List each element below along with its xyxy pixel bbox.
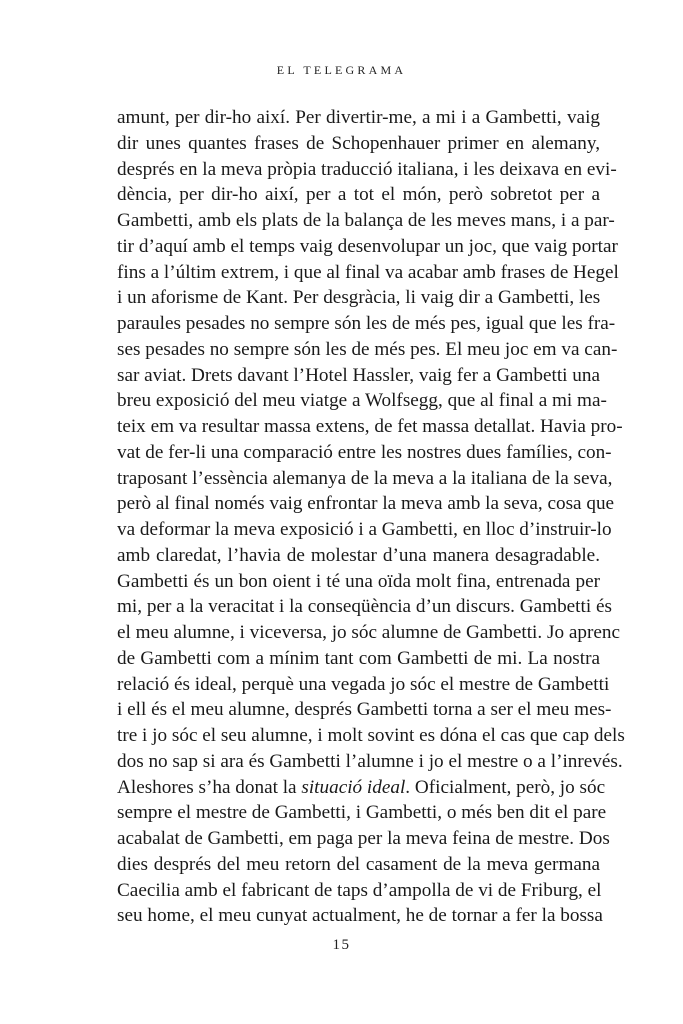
text-line-with-italic [117, 775, 606, 801]
text-segment: Aleshores s’ha donat la [117, 776, 302, 798]
text-line: i un aforisme de Kant. Per desgràcia, li vaig dir a Gambetti, les [117, 287, 601, 309]
text-line: però al final només vaig enfrontar la meva amb la seva, cosa que [117, 493, 615, 515]
text-line: traposant l’essència alemanya de la meva a la italiana de la seva, [117, 467, 613, 489]
text-line: Gambetti és un bon oient i té una oïda molt fina, entrenada per [117, 570, 600, 592]
text-line: sempre el mestre de Gambetti, i Gambetti, o més ben dit el pare [117, 802, 607, 824]
text-line: vat de fer-li una comparació entre les nostres dues famílies, con- [117, 441, 612, 463]
text-line: Gambetti, amb els plats de la balança de les meves mans, i a par- [117, 210, 615, 231]
text-line: ses pesades no sempre són les de més pes. El meu joc em va can- [117, 338, 618, 360]
text-line: de Gambetti com a mínim tant com Gambetti de mi. La nostra [117, 647, 600, 669]
text-line: després en la meva pròpia traducció italiana, i les deixava en evi- [117, 158, 617, 180]
text-line: fins a l’últim extrem, i que al final va acabar amb frases de Hegel [117, 261, 619, 283]
running-head: EL TELEGRAMA [276, 63, 407, 77]
text-line: Caecilia amb el fabricant de taps d’ampolla de vi de Friburg, el [117, 879, 602, 901]
text-line: tre i jo sóc el seu alumne, i molt sovint es dóna el cas que cap dels [117, 725, 625, 746]
text-line: seu home, el meu cunyat actualment, he de tornar a fer la bossa [117, 905, 603, 927]
text-line: sar aviat. Drets davant l’Hotel Hassler, vaig fer a Gambetti una [117, 364, 601, 386]
page-number: 15 [332, 937, 351, 953]
text-line: amunt, per dir-ho així. Per divertir-me, a mi i a Gambetti, vaig [117, 107, 600, 128]
text-line: acabalat de Gambetti, em paga per la meva feina de mestre. Dos [117, 828, 610, 849]
text-line: amb claredat, l’havia de molestar d’una manera desagradable. [117, 544, 600, 566]
text-line: i ell és el meu alumne, després Gambetti torna a ser el meu mes- [117, 699, 612, 721]
text-line: relació és ideal, perquè una vegada jo sóc el mestre de Gambetti [117, 673, 610, 695]
text-line: teix em va resultar massa extens, de fet massa detallat. Havia pro- [117, 416, 623, 437]
text-segment: . Oficialment, però, jo sóc [405, 776, 606, 798]
text-line: dies després del meu retorn del casament de la meva germana [117, 853, 600, 875]
text-line: va deformar la meva exposició i a Gambetti, en lloc d’instruir-lo [117, 519, 612, 540]
text-line: dir unes quantes frases de Schopenhauer primer en alemany, [117, 132, 600, 154]
italic-phrase: situació ideal [301, 776, 406, 798]
text-line: tir d’aquí amb el temps vaig desenvolupar un joc, que vaig portar [117, 235, 618, 257]
text-line: dència, per dir-ho així, per a tot el món, però sobretot per a [117, 184, 600, 206]
text-line: breu exposició del meu viatge a Wolfsegg, que al final a mi ma- [117, 390, 607, 412]
text-line: paraules pesades no sempre són les de més pes, igual que les fra- [117, 313, 616, 334]
text-line: el meu alumne, i viceversa, jo sóc alumne de Gambetti. Jo aprenc [117, 622, 620, 643]
text-line: dos no sap si ara és Gambetti l’alumne i jo el mestre o a l’inrevés. [117, 750, 623, 772]
body-text [117, 105, 625, 929]
text-line: mi, per a la veracitat i la conseqüència d’un discurs. Gambetti és [117, 596, 612, 618]
